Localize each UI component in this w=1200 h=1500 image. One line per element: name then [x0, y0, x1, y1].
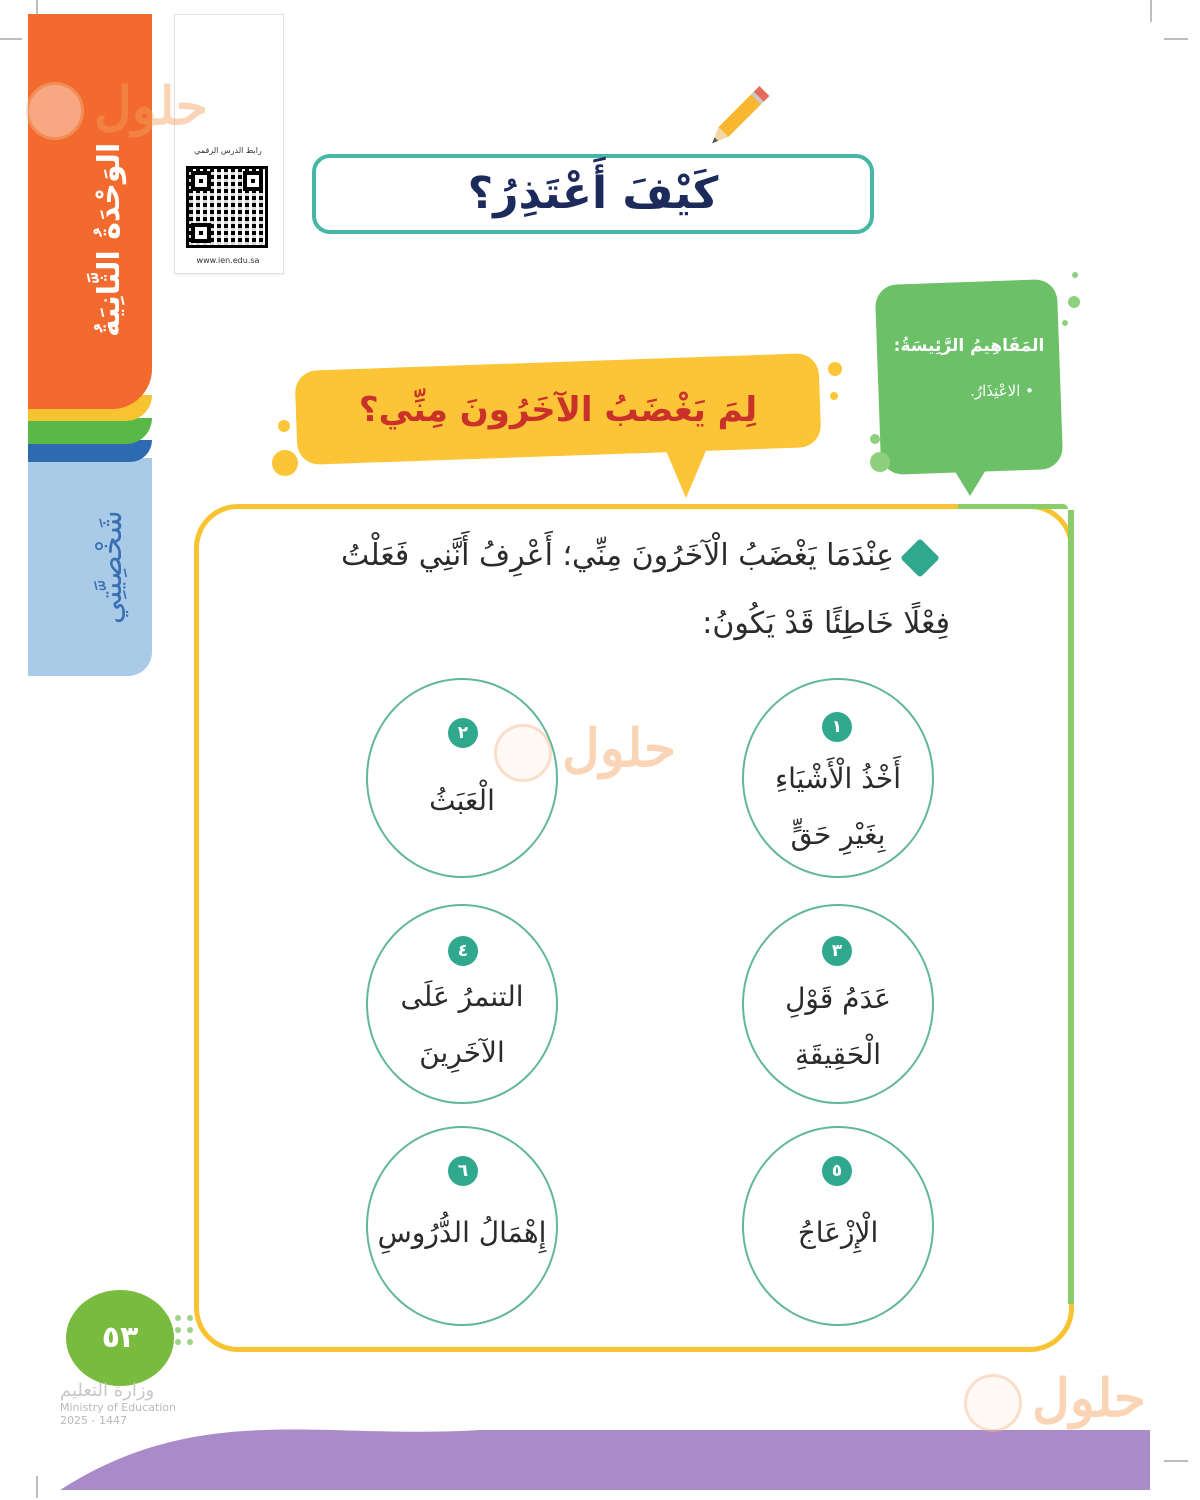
reason-number-2: ٢	[448, 718, 478, 748]
reason-text-4b: الآخَرِينَ	[419, 1036, 505, 1069]
reason-text-1b: بِغَيْرِ حَقٍّ	[790, 818, 886, 851]
side-tab-stripe	[28, 418, 152, 444]
crop-mark	[36, 1476, 38, 1498]
decorative-dot	[1068, 296, 1080, 308]
reason-number-3: ٣	[822, 936, 852, 966]
reason-number-1: ١	[822, 712, 852, 742]
lesson-title: كَيْفَ أَعْتَذِرُ؟	[467, 168, 719, 219]
decorative-dot	[1072, 272, 1078, 278]
intro-text-line-2: فِعْلًا خَاطِئًا قَدْ يَكُونُ:	[702, 606, 950, 641]
qr-url: www.ien.edu.sa	[196, 256, 260, 265]
decorative-dot	[870, 434, 880, 444]
reason-text-2: الْعَبَثُ	[429, 784, 495, 817]
qr-code[interactable]	[186, 166, 268, 248]
watermark-logo: حلول	[964, 1368, 1164, 1438]
side-tab-unit-bg	[28, 14, 152, 409]
page-number: ٥٣	[101, 1320, 139, 1355]
crop-mark	[0, 38, 22, 40]
unit-label: الوَحْدَةُ الثَّانِيَةُ	[92, 142, 127, 338]
qr-caption: رابط الدرس الرقمي	[194, 146, 262, 155]
content-frame-accent	[958, 504, 1068, 509]
reason-text-5: الْإِزْعَاجُ	[797, 1216, 879, 1249]
question-banner-tail	[664, 446, 708, 498]
decorative-dot	[870, 452, 890, 472]
decorative-dot	[828, 362, 842, 376]
content-frame-accent	[1068, 510, 1074, 1304]
key-concepts-bubble	[875, 279, 1064, 475]
reason-text-3a: عَدَمُ قَوْلِ	[785, 982, 891, 1015]
reason-number-6: ٦	[448, 1156, 478, 1186]
key-concept-item: • الاعْتِذَارُ.	[970, 382, 1034, 400]
decorative-dot	[830, 392, 838, 400]
ministry-logo: وزارة التعليم Ministry of Education 2025 - 1447	[60, 1380, 177, 1427]
reason-text-6: إِهْمَالُ الدُّرُوسِ	[377, 1216, 547, 1249]
reason-number-5: ٥	[822, 1156, 852, 1186]
pencil-icon	[694, 82, 774, 158]
key-concepts-bubble-tail	[948, 460, 992, 496]
decorative-dot	[272, 450, 298, 476]
reason-text-4a: التنمرُ عَلَى	[400, 980, 524, 1013]
crop-mark	[1164, 1460, 1188, 1462]
crop-mark	[1164, 38, 1188, 40]
subject-label: شَخْصِيَّتِي	[94, 510, 129, 624]
watermark-logo: حلول	[494, 718, 694, 788]
reason-text-3b: الْحَقِيقَةِ	[794, 1038, 882, 1071]
reason-number-4: ٤	[448, 936, 478, 966]
watermark-logo: حلول	[26, 76, 226, 146]
decorative-dot	[1062, 320, 1068, 326]
intro-text-line-1: عِنْدَمَا يَغْضَبُ الْآخَرُونَ مِنِّي؛ أَعْرِفُ أَنَّنِي فَعَلْتُ	[341, 538, 894, 573]
crop-mark	[1150, 0, 1152, 22]
decorative-dot	[278, 420, 290, 432]
question-text: لِمَ يَغْضَبُ الآخَرُونَ مِنِّي؟	[358, 390, 758, 430]
reason-text-1a: أَخْذُ الْأَشْيَاءِ	[774, 762, 902, 795]
key-concepts-title: المَفَاهِيمُ الرَّئِيسَةُ:	[893, 336, 1045, 356]
